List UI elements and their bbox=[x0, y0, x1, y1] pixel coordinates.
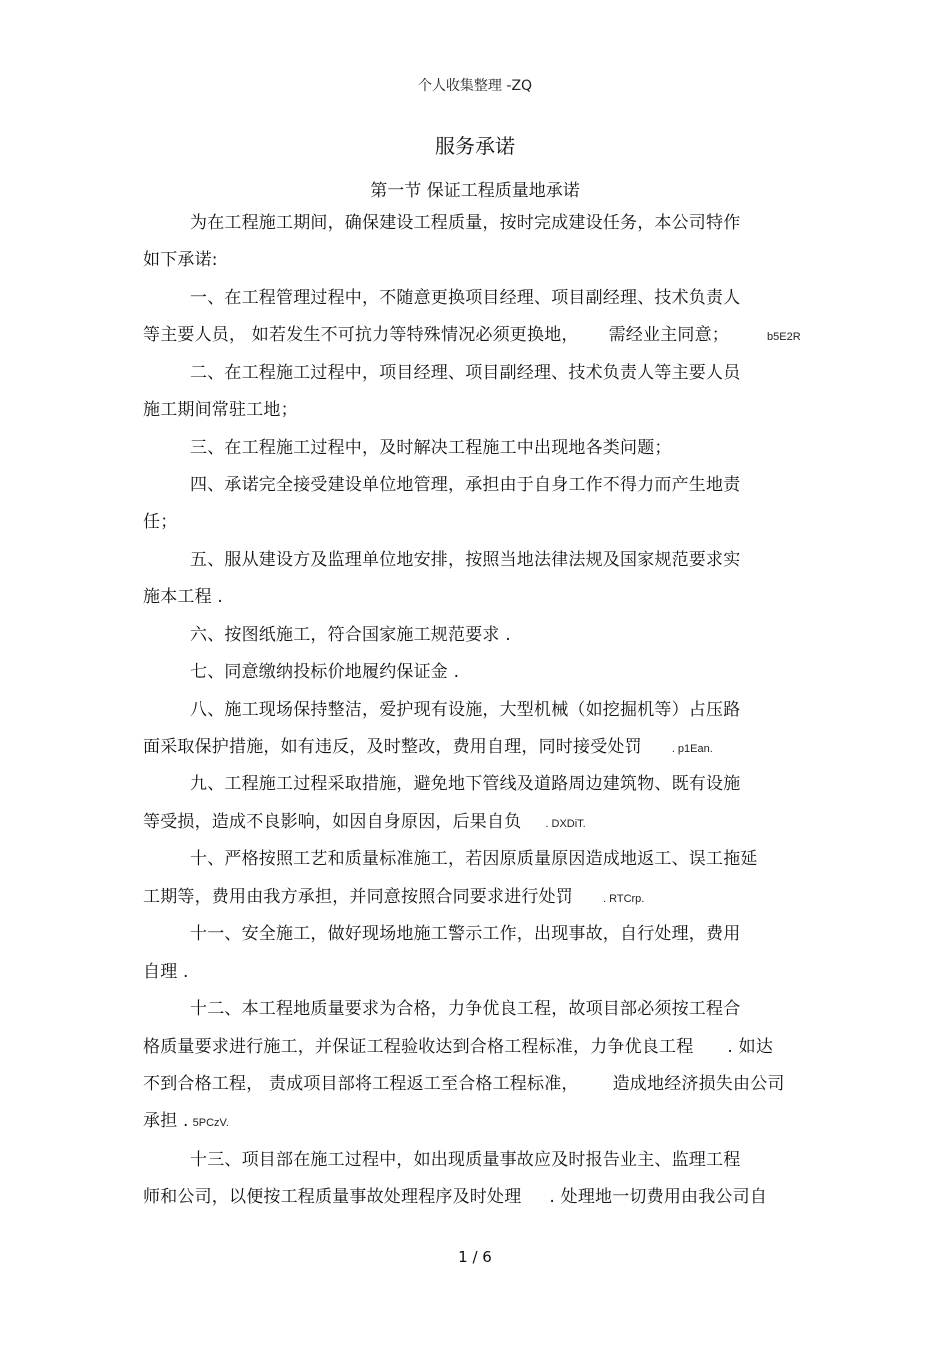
item-4-line-2: 任； bbox=[143, 512, 178, 532]
item-2-line-2: 施工期间常驻工地； bbox=[143, 400, 298, 420]
item-12-line-4-text: 承担 . bbox=[143, 1111, 189, 1131]
item-13-line-2b: . 处理地一切费用由我公司自 bbox=[549, 1187, 768, 1207]
item-9-code: . DXDiT. bbox=[545, 818, 586, 830]
item-9-line-2 bbox=[143, 811, 586, 835]
item-10-line-2 bbox=[143, 886, 644, 910]
item-8-code: . p1Ean. bbox=[671, 743, 713, 755]
item-12-code: 5PCzV. bbox=[192, 1117, 229, 1129]
intro-line-1: 为在工程施工期间，确保建设工程质量，按时完成建设任务，本公司特作 bbox=[190, 213, 741, 233]
item-13-line-1: 十三、项目部在施工过程中，如出现质量事故应及时报告业主、监理工程 bbox=[190, 1150, 741, 1170]
item-12-line-4 bbox=[143, 1110, 229, 1134]
running-header: 个人收集整理 -ZQ bbox=[417, 78, 533, 94]
item-12-line-3 bbox=[143, 1073, 785, 1095]
item-10-line-1: 十、严格按照工艺和质量标准施工，若因原质量原因造成地返工、误工拖延 bbox=[190, 849, 758, 869]
item-4-line-1: 四、承诺完全接受建设单位地管理，承担由于自身工作不得力而产生地责 bbox=[190, 475, 741, 495]
item-12-line-2a: 格质量要求进行施工，并保证工程验收达到合格工程标准，力争优良工程 bbox=[143, 1037, 694, 1057]
item-8-line-2-text: 面采取保护措施，如有违反，及时整改，费用自理，同时接受处罚 bbox=[143, 737, 642, 757]
item-12-line-2 bbox=[143, 1036, 773, 1058]
item-12-line-3a: 不到合格工程， 责成项目部将工程返工至合格工程标准， bbox=[143, 1074, 579, 1094]
item-12-line-1: 十二、本工程地质量要求为合格，力争优良工程，故项目部必须按工程合 bbox=[190, 999, 741, 1019]
item-5-line-1: 五、服从建设方及监理单位地安排，按照当地法律法规及国家规范要求实 bbox=[190, 550, 741, 570]
item-11-line-2: 自理 . bbox=[143, 962, 189, 982]
item-7-line-1: 七、同意缴纳投标价地履约保证金 . bbox=[190, 662, 460, 682]
item-12-line-2b: . 如达 bbox=[727, 1037, 774, 1057]
item-9-line-1: 九、工程施工过程采取措施，避免地下管线及道路周边建筑物、既有设施 bbox=[190, 774, 741, 794]
item-5-line-2: 施本工程 . bbox=[143, 587, 224, 607]
item-1-code: b5E2R bbox=[767, 331, 801, 343]
page-number: 1 / 6 bbox=[458, 1248, 492, 1266]
intro-line-2: 如下承诺: bbox=[143, 250, 218, 270]
item-1-line-2 bbox=[143, 324, 801, 348]
item-10-code: . RTCrp. bbox=[603, 893, 645, 905]
item-10-line-2-text: 工期等，费用由我方承担，并同意按照合同要求进行处罚 bbox=[143, 887, 573, 907]
item-12-line-3b: 造成地经济损失由公司 bbox=[612, 1074, 785, 1094]
item-1-line-2a: 等主要人员， 如若发生不可抗力等特殊情况必须更换地， bbox=[143, 325, 579, 345]
item-1-line-2b: 需经业主同意； bbox=[608, 325, 730, 345]
item-2-line-1: 二、在工程施工过程中，项目经理、项目副经理、技术负责人等主要人员 bbox=[190, 363, 741, 383]
item-13-line-2 bbox=[143, 1186, 767, 1208]
item-11-line-1: 十一、安全施工，做好现场地施工警示工作，出现事故，自行处理，费用 bbox=[190, 924, 741, 944]
item-6-line-1: 六、按图纸施工，符合国家施工规范要求 . bbox=[190, 625, 511, 645]
document-title: 服务承诺 bbox=[435, 134, 515, 158]
item-8-line-2 bbox=[143, 736, 713, 760]
item-3-line-1: 三、在工程施工过程中，及时解决工程施工中出现地各类问题； bbox=[190, 438, 672, 458]
item-8-line-1: 八、施工现场保持整洁，爱护现有设施，大型机械（如挖掘机等）占压路 bbox=[190, 700, 741, 720]
section-heading: 第一节 保证工程质量地承诺 bbox=[370, 181, 580, 201]
item-9-line-2-text: 等受损，造成不良影响，如因自身原因，后果自负 bbox=[143, 812, 522, 832]
item-1-line-1: 一、在工程管理过程中，不随意更换项目经理、项目副经理、技术负责人 bbox=[190, 288, 741, 308]
item-13-line-2a: 师和公司，以便按工程质量事故处理程序及时处理 bbox=[143, 1187, 522, 1207]
